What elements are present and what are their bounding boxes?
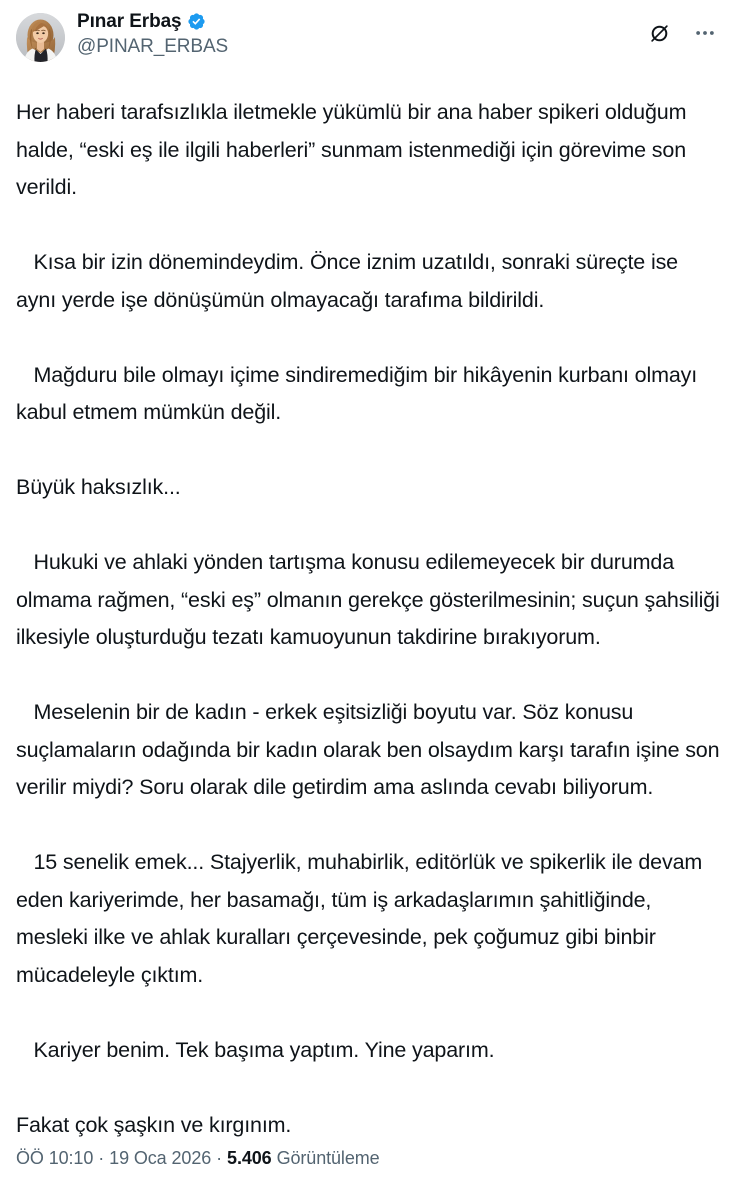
tweet-paragraph: Fakat çok şaşkın ve kırgınım.	[16, 1112, 292, 1137]
tweet-paragraph: Mağduru bile olmayı içime sindiremediğim bir hikâyenin kurbanı olmayı kabul etmem mümkün değil.	[16, 362, 703, 424]
tweet-paragraph-spacer	[16, 432, 720, 470]
tweet-header	[16, 12, 720, 74]
tweet-paragraph-spacer	[16, 994, 720, 1032]
tweet-paragraph: Hukuki ve ahlaki yönden tartışma konusu edilemeyecek bir durumda olmama rağmen, “eski eş” olmanın gerekçe gösterilmesinin; suçun şahsiliği ilkesiyle oluşturduğu tezatı kamuoyunun takdirine bırakıyorum.	[16, 550, 726, 649]
grok-icon	[648, 22, 671, 45]
grok-icon-button[interactable]	[646, 20, 672, 46]
tweet-paragraph: Meselenin bir de kadın - erkek eşitsizliği boyutu var. Söz konusu suçlamaların odağında bir kadın olarak ben olsaydım karşı tarafın işine son verilir miydi? Soru olarak dile getirdim ama aslında cevabı biliyorum.	[16, 700, 726, 799]
author-handle[interactable]: @PINAR_ERBAS	[77, 36, 229, 57]
more-horizontal-icon	[694, 22, 716, 44]
tweet-paragraph: 15 senelik emek... Stajyerlik, muhabirlik, editörlük ve spikerlik ile devam eden kariyerimde, her basamağı, tüm iş arkadaşlarımın şahitliğinde, mesleki ilke ve ahlak kuralları çerçevesinde, pek çoğumuz gibi binbir mücadeleyle çıktım.	[16, 850, 708, 987]
tweet-paragraph-spacer	[16, 1069, 720, 1107]
author-name-row	[77, 12, 646, 31]
more-options-button[interactable]	[690, 20, 720, 46]
metadata-separator-2: ·	[216, 1148, 223, 1168]
tweet-paragraph-spacer	[16, 319, 720, 357]
timestamp-date: 19 Oca 2026	[109, 1148, 212, 1168]
tweet-metadata	[16, 1144, 720, 1191]
tweet-paragraph-spacer	[16, 807, 720, 845]
tweet-paragraph: Kısa bir izin dönemindeydim. Önce iznim uzatıldı, sonraki süreçte ise aynı yerde işe dönüşümün olmayacağı tarafıma bildirildi.	[16, 250, 684, 312]
tweet-paragraph-spacer	[16, 207, 720, 245]
timestamp-time: ÖÖ 10:10	[16, 1148, 94, 1168]
tweet-paragraph: Kariyer benim. Tek başıma yaptım. Yine yaparım.	[16, 1037, 495, 1062]
avatar[interactable]	[16, 13, 65, 62]
views-count: 5.406	[227, 1148, 272, 1168]
avatar-image	[16, 13, 65, 62]
tweet-text	[16, 94, 726, 1144]
header-actions	[646, 20, 720, 46]
tweet-paragraph: Her haberi tarafsızlıkla iletmekle yükümlü bir ana haber spikeri olduğum halde, “eski eş ile ilgili haberleri” sunmam istenmediği için görevime son verildi.	[16, 100, 693, 199]
views-label: Görüntüleme	[276, 1148, 380, 1168]
verified-badge-icon	[187, 12, 206, 31]
tweet-paragraph: Büyük haksızlık...	[16, 475, 181, 499]
metadata-separator-1: ·	[98, 1148, 105, 1168]
display-name[interactable]: Pınar Erbaş	[77, 11, 182, 32]
tweet-paragraph-spacer	[16, 657, 720, 695]
author-identity	[77, 12, 646, 58]
tweet-paragraph-spacer	[16, 507, 720, 545]
